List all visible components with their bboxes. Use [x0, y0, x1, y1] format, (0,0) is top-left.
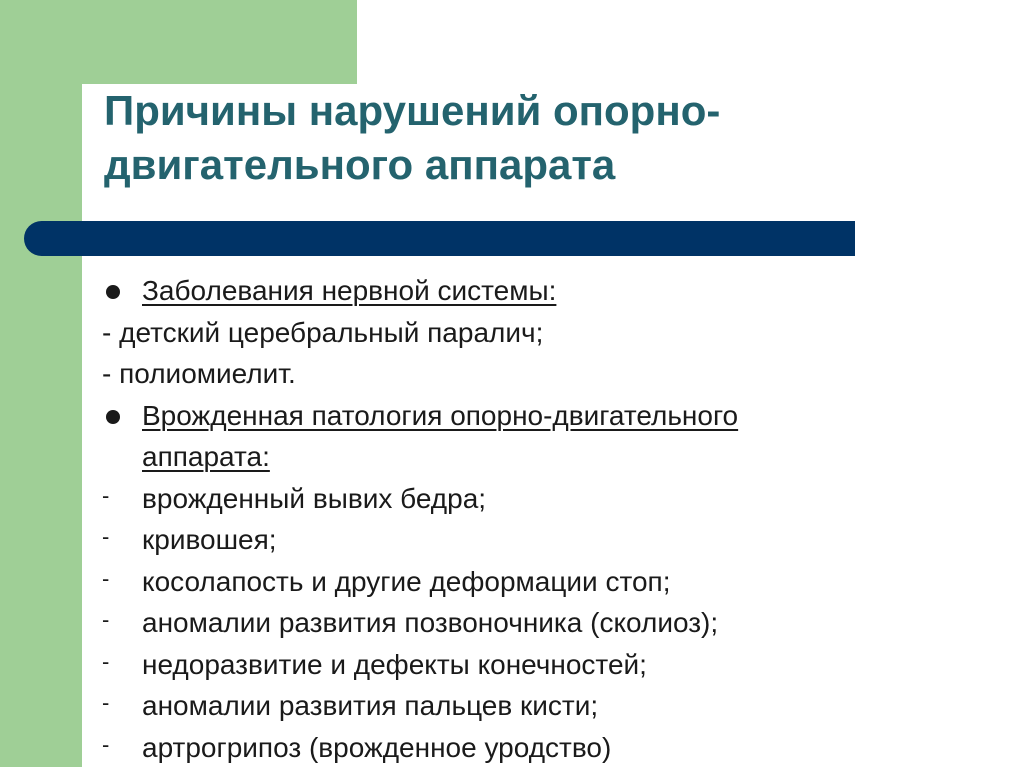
bullet-text: Заболевания нервной системы: — [142, 275, 557, 306]
list-item-text: - детский церебральный паралич; — [102, 316, 544, 348]
dash-item-text: аномалии развития позвоночника (сколиоз); — [142, 607, 719, 638]
dash-item — [100, 727, 1000, 767]
dash-item-text: кривошея; — [142, 524, 277, 555]
dash-item — [100, 685, 1000, 727]
dash-item-text: недоразвитие и дефекты конечностей; — [142, 648, 647, 680]
title-line-1: Причины нарушений опорно- — [104, 87, 721, 134]
dash-marker: - — [102, 565, 110, 591]
list-item — [100, 312, 1000, 354]
bullet-text: аппарата: — [142, 441, 270, 472]
dash-marker: - — [102, 731, 110, 757]
dash-item — [100, 561, 1000, 603]
dash-item-text: косолапость и другие деформации стоп; — [142, 565, 671, 597]
dash-item-text: врожденный вывих бедра; — [142, 482, 487, 514]
list-item — [100, 353, 1000, 395]
dash-marker: - — [102, 690, 110, 715]
dash-item — [100, 602, 1000, 644]
dash-marker: - — [102, 482, 110, 508]
dash-marker: - — [102, 607, 110, 632]
green-accent-top — [0, 0, 357, 84]
title-divider-bar — [24, 221, 855, 256]
bullet-item — [100, 270, 1000, 312]
bullet-dot-icon — [106, 410, 120, 424]
dash-item — [100, 519, 1000, 561]
bullet-item — [100, 395, 1000, 437]
dash-marker: - — [102, 648, 110, 674]
title-line-2: двигательного аппарата — [104, 141, 616, 188]
dash-marker: - — [102, 524, 110, 549]
bullet-continuation — [100, 436, 1000, 478]
dash-item-text: аномалии развития пальцев кисти; — [142, 690, 599, 721]
slide-body — [100, 270, 1000, 767]
dash-item — [100, 644, 1000, 686]
dash-item — [100, 478, 1000, 520]
slide-title — [104, 84, 924, 192]
dash-item-text: артрогрипоз (врожденное уродство) — [142, 731, 612, 763]
green-accent-left — [0, 0, 82, 767]
bullet-text: Врожденная патология опорно-двигательного — [142, 399, 739, 431]
list-item-text: - полиомиелит. — [102, 358, 296, 389]
bullet-dot-icon — [106, 285, 120, 299]
